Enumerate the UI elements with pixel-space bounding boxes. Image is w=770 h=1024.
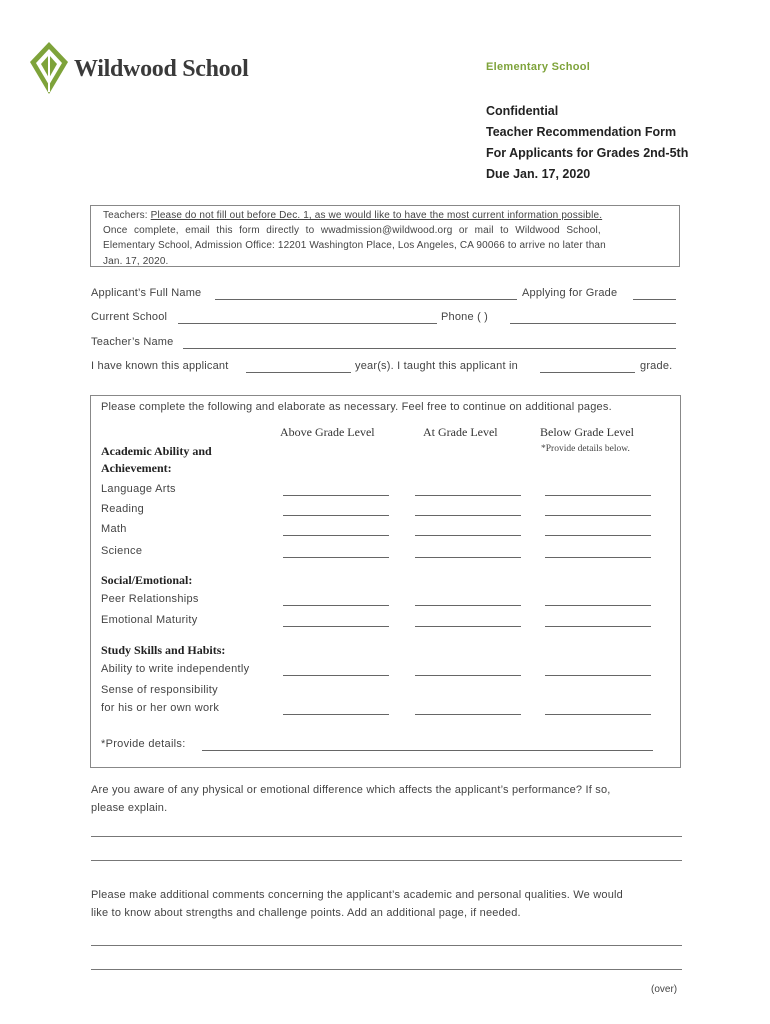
applying-grade-label: Applying for Grade [522,287,618,299]
column-above-grade: Above Grade Level [280,425,375,439]
reading-above[interactable] [283,515,389,516]
column-at-grade: At Grade Level [423,425,498,439]
form-title-confidential: Confidential [486,104,559,118]
provide-details-label: *Provide details: [101,738,186,750]
science-above[interactable] [283,557,389,558]
write-at[interactable] [415,675,521,676]
maturity-at[interactable] [415,626,521,627]
language-arts-at[interactable] [415,495,521,496]
reading-at[interactable] [415,515,521,516]
math-below[interactable] [545,535,651,536]
known-years-label: I have known this applicant [91,360,229,372]
row-emotional-maturity: Emotional Maturity [101,614,198,626]
applying-grade-field[interactable] [633,299,676,300]
phone-field[interactable] [510,323,676,324]
page-over-note: (over) [651,984,678,995]
section-academic-line1: Academic Ability and [101,444,212,458]
row-reading: Reading [101,503,145,515]
responsibility-above[interactable] [283,714,389,715]
teacher-name-field[interactable] [183,348,676,349]
instructions-prefix: Teachers: [103,210,151,221]
current-school-label: Current School [91,311,168,323]
instructions-line-4: Jan. 17, 2020. [103,256,169,267]
peer-below[interactable] [545,605,651,606]
form-due-date: Due Jan. 17, 2020 [486,167,591,181]
below-grade-note: *Provide details below. [541,444,630,454]
row-responsibility-line1: Sense of responsibility [101,684,218,696]
full-name-field[interactable] [215,299,517,300]
peer-above[interactable] [283,605,389,606]
math-above[interactable] [283,535,389,536]
instructions-line-2: Once complete, email this form directly to wwadmission@wildwood.org or mail to Wildwood School, [103,225,601,236]
instructions-emphasis: Please do not fill out before Dec. 1, as we would like to have the most current information possible. [150,210,603,221]
row-math: Math [101,523,127,535]
taught-grade-field[interactable] [540,372,635,373]
taught-grade-label: year(s). I taught this applicant in [355,360,518,372]
science-at[interactable] [415,557,521,558]
maturity-above[interactable] [283,626,389,627]
ratings-intro: Please complete the following and elaborate as necessary. Feel free to continue on additional pages. [101,401,612,413]
science-below[interactable] [545,557,651,558]
question-comments-line1: Please make additional comments concerning the applicant’s academic and personal qualities. We would [91,889,623,901]
logo-wordmark: Wildwood School [74,56,249,82]
grade-suffix-label: grade. [640,360,673,372]
math-at[interactable] [415,535,521,536]
question-difference-line2: please explain. [91,802,168,814]
section-social-emotional: Social/Emotional: [101,573,193,587]
comments-answer-line-2[interactable] [91,969,682,970]
known-years-field[interactable] [246,372,351,373]
responsibility-below[interactable] [545,714,651,715]
instructions-box [90,205,680,267]
question-difference-line1: Are you aware of any physical or emotional difference which affects the applicant’s performance? If so, [91,784,611,796]
section-study-skills: Study Skills and Habits: [101,643,226,657]
peer-at[interactable] [415,605,521,606]
write-below[interactable] [545,675,651,676]
reading-below[interactable] [545,515,651,516]
language-arts-above[interactable] [283,495,389,496]
comments-answer-line-1[interactable] [91,945,682,946]
section-academic-line2: Achievement: [101,461,172,475]
current-school-field[interactable] [178,323,437,324]
form-title: Teacher Recommendation Form [486,125,677,139]
provide-details-field[interactable] [202,750,653,751]
school-level-label: Elementary School [486,61,591,73]
responsibility-at[interactable] [415,714,521,715]
teacher-name-label: Teacher’s Name [91,336,174,348]
question-comments-line2: like to know about strengths and challenge points. Add an additional page, if needed. [91,907,521,919]
form-subtitle-grades: For Applicants for Grades 2nd-5th [486,146,689,160]
row-responsibility-line2: for his or her own work [101,702,220,714]
row-peer-relationships: Peer Relationships [101,593,199,605]
row-language-arts: Language Arts [101,483,176,495]
maturity-below[interactable] [545,626,651,627]
column-below-grade: Below Grade Level [540,425,634,439]
instructions-line-1 [103,210,602,221]
full-name-label: Applicant’s Full Name [91,287,202,299]
difference-answer-line-2[interactable] [91,860,682,861]
phone-label: Phone ( ) [441,311,489,323]
write-above[interactable] [283,675,389,676]
row-write-independently: Ability to write independently [101,663,250,675]
language-arts-below[interactable] [545,495,651,496]
instructions-line-3: Elementary School, Admission Office: 12201 Washington Place, Los Angeles, CA 90066 to arrive no later than [103,240,606,251]
difference-answer-line-1[interactable] [91,836,682,837]
wildwood-leaf-logo-icon [28,40,70,96]
row-science: Science [101,545,143,557]
